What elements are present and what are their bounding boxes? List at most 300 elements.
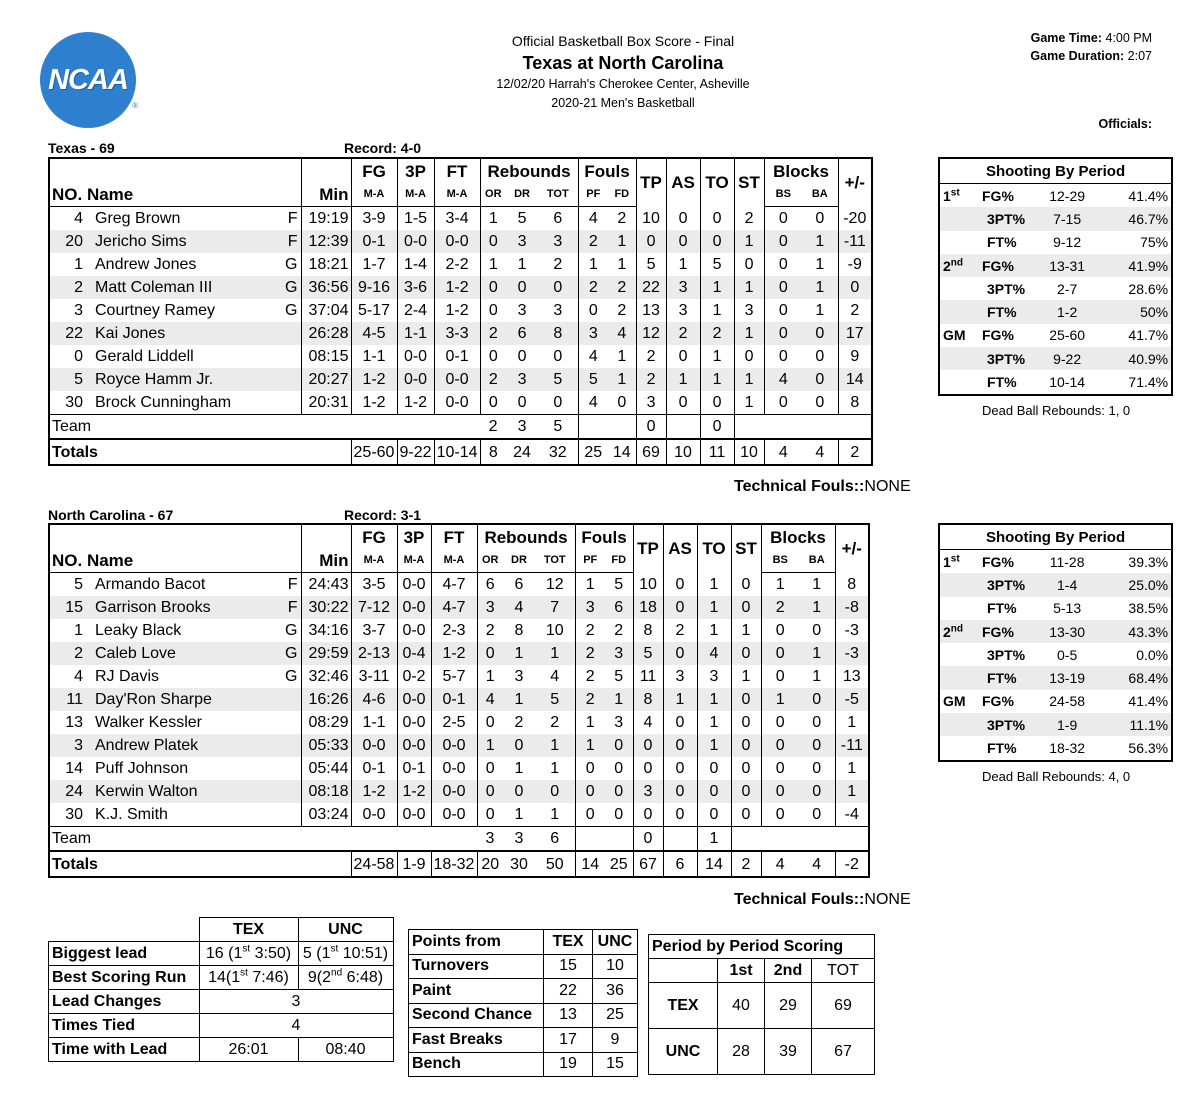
- totals-ft: 10-14: [434, 439, 480, 465]
- col-ba: BA: [802, 183, 838, 207]
- stat-ft: 0-0: [431, 780, 477, 803]
- best-run-unc-sup: nd: [331, 967, 343, 979]
- shooting-stat: FG%: [979, 254, 1028, 277]
- stat-fd: 6: [605, 596, 633, 619]
- shooting-stat: FG%: [979, 184, 1028, 208]
- stat-tp: 13: [636, 299, 666, 322]
- game-time-value: 4:00 PM: [1105, 31, 1152, 45]
- stat-pm: -3: [844, 622, 859, 639]
- stat-3p: 0-0: [397, 734, 431, 757]
- stat-as: 1: [666, 253, 700, 276]
- stat-tp: 0: [633, 757, 663, 780]
- stat-fg: 1-1: [351, 711, 397, 734]
- stat-ba: 1: [799, 596, 835, 619]
- stat-or: 0: [485, 714, 495, 731]
- stat-pf: 2: [575, 642, 605, 665]
- stat-ft: 0-1: [431, 688, 477, 711]
- player-number: 30: [65, 806, 83, 823]
- player-number: 2: [49, 642, 85, 665]
- totals-fd: 25: [605, 851, 633, 877]
- col-blocks: Blocks: [761, 524, 835, 549]
- stat-bs: 1: [775, 576, 785, 593]
- player-number: 14: [65, 760, 83, 777]
- shooting-pct: 50%: [1106, 300, 1172, 323]
- stat-fd: 0: [605, 780, 633, 803]
- venue-line: 12/02/20 Harrah's Cherokee Center, Asheville: [496, 77, 750, 91]
- technical-fouls-value: NONE: [864, 891, 911, 908]
- period-title: Period by Period Scoring: [649, 935, 875, 959]
- player-name: Walker Kessler: [95, 714, 202, 731]
- lead-summary-table: [48, 917, 394, 1062]
- player-name: Armando Bacot: [95, 576, 206, 593]
- stat-st: 3: [734, 299, 764, 322]
- stat-fd: 1: [605, 688, 633, 711]
- shooting-period: [939, 666, 979, 689]
- stat-min: 19:19: [301, 207, 351, 231]
- season-line: 2020-21 Men's Basketball: [551, 96, 695, 110]
- biggest-lead-tex-sup: st: [242, 943, 251, 955]
- stat-pf: 2: [585, 622, 595, 639]
- stat-or: 1: [488, 256, 498, 273]
- team-rest-blank: [731, 827, 869, 852]
- stat-pf: 4: [588, 348, 598, 365]
- stat-min: 16:26: [301, 688, 351, 711]
- player-number: 3: [49, 734, 85, 757]
- shooting-stat: FT%: [979, 300, 1028, 323]
- team-as-blank: [663, 827, 697, 852]
- stat-fg: 1-2: [351, 368, 397, 391]
- stat-as: 3: [666, 276, 700, 299]
- stat-bs: 2: [761, 596, 799, 619]
- points-from-row: [409, 954, 638, 979]
- stat-st: 0: [731, 688, 761, 711]
- stat-fd: 0: [608, 391, 636, 415]
- player-row: [49, 619, 869, 642]
- stat-st: 0: [731, 711, 761, 734]
- shooting-period: [939, 207, 979, 230]
- stat-to: 1: [697, 734, 731, 757]
- col-tp: TP: [633, 524, 663, 573]
- shooting-period: [939, 184, 979, 208]
- points-from-head-2: UNC: [593, 930, 638, 955]
- stat-tot: 4: [535, 665, 575, 688]
- stat-bs: 4: [764, 368, 802, 391]
- biggest-lead-unc-b: 10:51): [338, 944, 389, 962]
- stat-fg: 0-1: [351, 757, 397, 780]
- stat-fd: 5: [605, 665, 633, 688]
- stat-fd: 5: [605, 573, 633, 597]
- player-number: 24: [49, 780, 85, 803]
- col-pf: PF: [575, 549, 605, 573]
- stat-pm: 0: [838, 276, 872, 299]
- stat-pm: 9: [850, 348, 860, 365]
- shooting-pct: 38.5%: [1106, 597, 1172, 620]
- totals-row: [49, 851, 869, 877]
- stat-dr: 0: [503, 780, 535, 803]
- stat-pf: 5: [578, 368, 608, 391]
- shooting-pct: 40.9%: [1106, 347, 1172, 370]
- stat-min: 37:04: [301, 299, 351, 322]
- shooting-row: [939, 347, 1172, 370]
- stat-ba: 0: [799, 757, 835, 780]
- points-from-value: 25: [593, 1003, 638, 1028]
- player-position: G: [285, 256, 298, 273]
- shooting-ma: 11-28: [1028, 550, 1106, 574]
- header-row-groups: [49, 524, 869, 549]
- stat-as: 0: [663, 596, 697, 619]
- points-from-value: 36: [593, 979, 638, 1004]
- player-row: [49, 734, 869, 757]
- stat-fg: 9-16: [351, 276, 397, 299]
- shooting-stat: FG%: [979, 620, 1028, 643]
- period-suffix: nd: [950, 622, 964, 634]
- shooting-stat: FT%: [979, 597, 1028, 620]
- stat-pm: -11: [838, 230, 872, 253]
- stat-dr: 0: [517, 348, 527, 365]
- player-name: Caleb Love: [95, 645, 176, 662]
- biggest-lead-unc-a: 5 (1: [302, 944, 331, 962]
- totals-pf: 14: [575, 851, 605, 877]
- stat-dr: 3: [506, 230, 538, 253]
- ncaa-logo-text: NCAA: [48, 63, 128, 96]
- best-run-tex-b: 7:46): [247, 968, 289, 986]
- shooting-pct: 71.4%: [1106, 370, 1172, 394]
- stat-as: 0: [663, 711, 697, 734]
- stat-or: 4: [477, 688, 503, 711]
- shooting-period: [939, 254, 979, 277]
- stat-as: 0: [663, 757, 697, 780]
- shooting-row: [939, 736, 1172, 760]
- stat-fd: 2: [608, 276, 636, 299]
- period-team: TEX: [649, 983, 718, 1029]
- period-head-1: 2nd: [765, 959, 812, 983]
- totals-st: 10: [734, 439, 764, 465]
- shooting-ma: 1-9: [1028, 713, 1106, 736]
- stat-bs: 0: [761, 780, 799, 803]
- points-from-value: 22: [544, 979, 593, 1004]
- time-with-lead-tex: 26:01: [199, 1038, 298, 1062]
- stat-tot: 0: [538, 276, 578, 299]
- stat-dr: 6: [506, 322, 538, 345]
- team-fouls-blank: [575, 827, 633, 852]
- lead-changes-value: 3: [199, 990, 393, 1014]
- stat-ba: 0: [799, 780, 835, 803]
- points-from-value: 15: [544, 954, 593, 979]
- shooting-pct: 41.7%: [1106, 324, 1172, 347]
- stat-tot: 0: [535, 780, 575, 803]
- shooting-row: [939, 643, 1172, 666]
- stat-tot: 2: [535, 711, 575, 734]
- player-name-cell: [85, 368, 301, 391]
- shooting-pct: 0.0%: [1106, 643, 1172, 666]
- officials-label: Officials:: [1098, 117, 1152, 131]
- stat-3p: 0-0: [397, 230, 434, 253]
- player-position: F: [287, 233, 298, 250]
- player-number: 0: [74, 348, 83, 365]
- stat-ba: 0: [799, 711, 835, 734]
- shooting-title: Shooting By Period: [939, 524, 1172, 550]
- player-name-cell: [85, 688, 301, 711]
- stat-dr: 0: [503, 734, 535, 757]
- shooting-stat: FG%: [979, 690, 1028, 713]
- shooting-pct: 43.3%: [1106, 620, 1172, 643]
- stat-ba: 1: [799, 642, 835, 665]
- player-name-cell: [85, 711, 301, 734]
- stat-or: 2: [480, 322, 506, 345]
- points-from-value: 9: [593, 1028, 638, 1053]
- totals-to: 14: [697, 851, 731, 877]
- points-from-row: [409, 1003, 638, 1028]
- stat-or: 0: [488, 348, 498, 365]
- stat-ft: 1-2: [434, 299, 480, 322]
- stat-pf: 0: [575, 780, 605, 803]
- stat-ft: 1-2: [434, 276, 480, 299]
- stat-pm: 8: [847, 575, 857, 593]
- period-title-row: [649, 935, 875, 959]
- shooting-row: [939, 370, 1172, 394]
- stat-ft: 0-0: [431, 734, 477, 757]
- col-dr: DR: [506, 183, 538, 207]
- team-row: [49, 415, 872, 440]
- team-or: 2: [480, 415, 506, 440]
- team-row-label: Team: [49, 827, 477, 852]
- shooting-pct: 39.3%: [1106, 550, 1172, 574]
- time-with-lead-label: Time with Lead: [49, 1038, 200, 1062]
- shooting-pct: 28.6%: [1106, 277, 1172, 300]
- stat-pf: 4: [588, 210, 598, 227]
- period-row: [649, 1029, 875, 1075]
- stat-ft: 2-3: [431, 619, 477, 642]
- stat-dr: 1: [514, 760, 524, 777]
- stat-pm: -9: [847, 256, 862, 273]
- stat-ba: 0: [802, 345, 838, 368]
- player-name: Gerald Liddell: [95, 348, 194, 365]
- shooting-row: [939, 573, 1172, 596]
- stat-tp: 10: [636, 207, 666, 231]
- stat-as: 3: [663, 665, 697, 688]
- team-tot: 5: [538, 415, 578, 440]
- lead-changes-label: Lead Changes: [49, 990, 200, 1014]
- stat-pf: 1: [588, 256, 598, 273]
- stat-tp: 4: [633, 711, 663, 734]
- stat-fg: 3-5: [351, 573, 397, 597]
- player-number: 5: [74, 576, 83, 593]
- stat-fd: 2: [608, 299, 636, 322]
- totals-3p: 1-9: [397, 851, 431, 877]
- totals-fg: 24-58: [351, 851, 397, 877]
- totals-bs: 4: [761, 851, 799, 877]
- stat-pf: 3: [578, 322, 608, 345]
- shooting-pct: 11.1%: [1106, 713, 1172, 736]
- col-min: Min: [301, 183, 351, 207]
- game-time-label: Game Time:: [1030, 31, 1102, 45]
- stat-tot: 8: [538, 322, 578, 345]
- ncaa-logo: [40, 32, 136, 128]
- stat-min: 32:46: [301, 665, 351, 688]
- player-number: 20: [49, 230, 85, 253]
- stat-st: 1: [734, 276, 764, 299]
- player-name-cell: [85, 253, 301, 276]
- stat-to: 3: [697, 665, 731, 688]
- shooting-stat: FG%: [979, 324, 1028, 347]
- shooting-ma: 1-2: [1028, 300, 1106, 323]
- stat-ba: 1: [802, 230, 838, 253]
- stat-3p: 0-0: [397, 368, 434, 391]
- player-name-cell: [85, 299, 301, 322]
- player-number: 11: [49, 688, 85, 711]
- box-score-table: [48, 157, 873, 466]
- stat-ft: 4-7: [431, 573, 477, 597]
- shooting-stat: FT%: [979, 666, 1028, 689]
- shooting-period: [939, 347, 979, 370]
- stat-tp: 8: [633, 619, 663, 642]
- col-ma: M-A: [397, 549, 431, 573]
- player-name-cell: [85, 619, 301, 642]
- col-plus-minus: +/-: [844, 173, 865, 193]
- stat-to: 5: [700, 253, 734, 276]
- stat-3p: 1-4: [397, 253, 434, 276]
- period-num: 2: [943, 257, 951, 274]
- stat-pf: 0: [585, 806, 595, 823]
- player-name-cell: [85, 345, 301, 368]
- header-blank: [49, 524, 301, 549]
- stat-st: 1: [731, 619, 761, 642]
- totals-ft: 18-32: [431, 851, 477, 877]
- stat-pm: -4: [844, 806, 859, 823]
- registered-mark: ®: [132, 101, 138, 110]
- player-name-cell: [85, 780, 301, 803]
- player-row: [49, 299, 872, 322]
- stat-as: 0: [666, 391, 700, 415]
- stat-or: 0: [480, 230, 506, 253]
- stat-fg: 1-2: [351, 780, 397, 803]
- col-fouls: Fouls: [578, 158, 636, 183]
- shooting-period: [939, 277, 979, 300]
- stat-tot: 2: [538, 253, 578, 276]
- stat-st: 0: [731, 803, 761, 827]
- stat-pm: 14: [838, 368, 872, 391]
- stat-ft: 2-5: [431, 711, 477, 734]
- shooting-stat: 3PT%: [979, 277, 1028, 300]
- stat-bs: 0: [764, 276, 802, 299]
- stat-fg: 1-7: [351, 253, 397, 276]
- player-name-cell: [85, 642, 301, 665]
- totals-tp: 69: [636, 439, 666, 465]
- col-or: OR: [480, 183, 506, 207]
- biggest-lead-tex-b: 3:50): [250, 944, 292, 962]
- stat-fd: 3: [605, 711, 633, 734]
- points-from-row: [409, 979, 638, 1004]
- totals-label: Totals: [49, 851, 351, 877]
- stat-3p: 0-0: [397, 688, 431, 711]
- shooting-period: [939, 713, 979, 736]
- stat-or: 6: [485, 576, 495, 593]
- header-row-groups: [49, 158, 872, 183]
- player-name: Day'Ron Sharpe: [95, 691, 212, 708]
- points-from-value: 17: [544, 1028, 593, 1053]
- stat-tot: 7: [535, 596, 575, 619]
- player-row: [49, 665, 869, 688]
- points-from-label: Second Chance: [409, 1003, 544, 1028]
- stat-min: 20:27: [301, 368, 351, 391]
- best-run-tex: [199, 966, 298, 990]
- shooting-period: [939, 690, 979, 713]
- technical-fouls-label: Technical Fouls::: [734, 891, 865, 908]
- player-row: [49, 322, 872, 345]
- stat-ba: 1: [799, 573, 835, 597]
- shooting-table: [938, 157, 1173, 396]
- stat-pm: 1: [835, 780, 869, 803]
- col-ma: M-A: [434, 183, 480, 207]
- stat-pm: 1: [847, 714, 857, 731]
- shooting-period: [939, 550, 979, 574]
- stat-dr: 8: [514, 622, 524, 639]
- col-as: AS: [666, 158, 700, 207]
- shooting-stat: 3PT%: [979, 347, 1028, 370]
- stat-to: 0: [697, 780, 731, 803]
- player-row: [49, 207, 872, 231]
- stat-tot: 0: [538, 345, 578, 368]
- stat-ba: 0: [799, 803, 835, 827]
- shooting-ma: 12-29: [1028, 184, 1106, 208]
- stat-ft: 5-7: [431, 665, 477, 688]
- period-header-row: [649, 959, 875, 983]
- period-num: GM: [943, 693, 966, 710]
- stat-dr: 2: [514, 714, 524, 731]
- col-no-name: NO. Name: [49, 183, 301, 207]
- shooting-stat: FT%: [979, 736, 1028, 760]
- stat-as: 1: [666, 368, 700, 391]
- points-from-header: [409, 930, 638, 955]
- best-run-tex-sup: st: [240, 967, 248, 979]
- stat-fg: 4-6: [351, 688, 397, 711]
- shooting-ma: 10-14: [1028, 370, 1106, 394]
- stat-ft: 3-4: [434, 207, 480, 231]
- period-team: UNC: [649, 1029, 718, 1075]
- stat-min: 36:56: [301, 276, 351, 299]
- shooting-row: [939, 300, 1172, 323]
- stat-min: 34:16: [301, 619, 351, 642]
- stat-pm: 13: [842, 668, 861, 685]
- player-number: 2: [49, 276, 85, 299]
- stat-or: 1: [477, 734, 503, 757]
- totals-ba: 4: [799, 851, 835, 877]
- shooting-row: [939, 277, 1172, 300]
- totals-dr: 30: [503, 851, 535, 877]
- stat-ba: 1: [799, 665, 835, 688]
- stat-ft: 0-1: [434, 345, 480, 368]
- shooting-period: [939, 597, 979, 620]
- stat-bs: 0: [775, 668, 785, 685]
- team-fouls-blank: [578, 415, 636, 440]
- player-name: Andrew Jones: [95, 256, 197, 273]
- col-fouls: Fouls: [575, 524, 633, 549]
- team-title: North Carolina - 67: [48, 507, 174, 523]
- player-number: 1: [74, 256, 83, 273]
- shooting-ma: 9-22: [1028, 347, 1106, 370]
- shooting-stat: 3PT%: [979, 573, 1028, 596]
- team-dr: 3: [506, 415, 538, 440]
- stat-fg: 4-5: [351, 322, 397, 345]
- player-name: Kerwin Walton: [95, 783, 198, 800]
- stat-dr: 5: [517, 210, 527, 227]
- stat-3p: 0-0: [397, 573, 431, 597]
- points-from-row: [409, 1028, 638, 1053]
- player-row: [49, 345, 872, 368]
- player-position: G: [285, 302, 298, 319]
- points-from-label: Bench: [409, 1052, 544, 1077]
- player-row: [49, 391, 872, 415]
